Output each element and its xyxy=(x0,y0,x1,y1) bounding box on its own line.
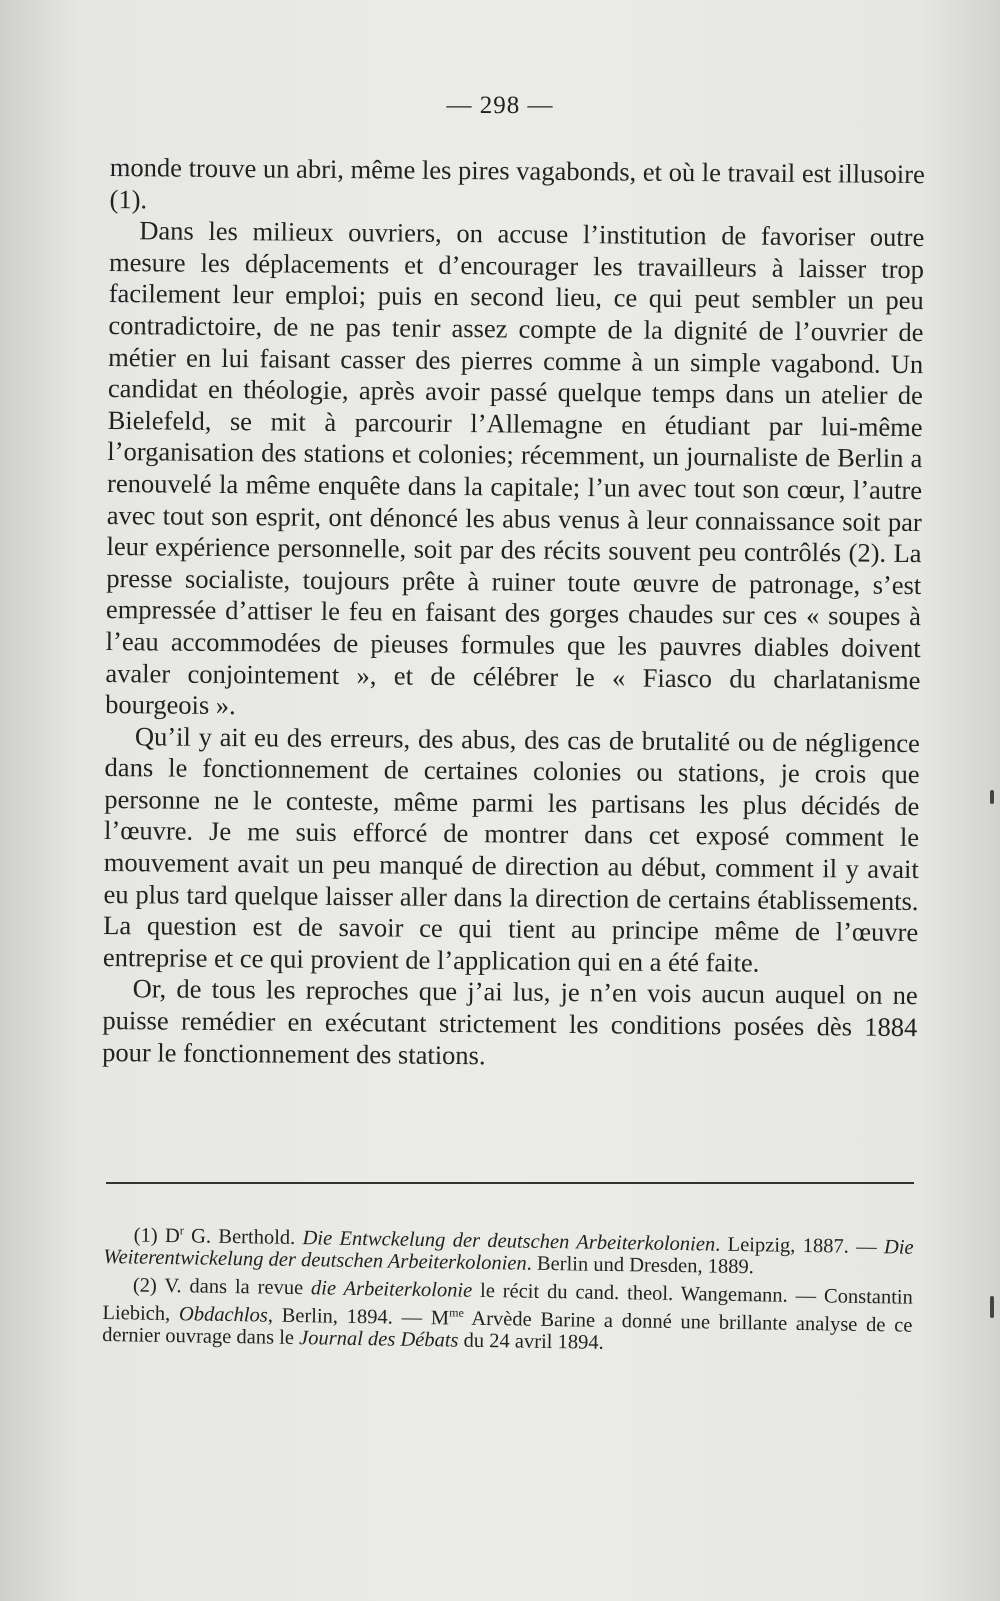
footnote-separator xyxy=(106,1182,914,1184)
footnote-2-mid-3: Arvède Barine a donné une brillante analyse de ce dernier ouvrage dans le xyxy=(101,1307,913,1350)
footnote-1-marker-sup: r xyxy=(179,1223,184,1238)
footnote-1-author: G. Berthold. xyxy=(183,1225,303,1250)
footnote-2-mid-1: le récit du cand. theol. Wangemann. — Constantin Liebich, xyxy=(102,1279,914,1326)
footnote-1-title-1: Die Entwckelung der deutschen Arbeiterkolonien xyxy=(302,1227,716,1256)
footnote-1-marker: (1) D xyxy=(133,1224,180,1248)
footnote-1-mid: . Leipzig, 1887. — xyxy=(715,1233,885,1259)
footnote-2-mid-2: , Berlin, 1894. — M xyxy=(267,1304,450,1330)
paragraph-4: Or, de tous les reproches que j’ai lus, je n’en vois aucun auquel on ne puisse remédier en exécutant strictement les conditions posées dès 1884 pour le fonctionnement des stations. xyxy=(102,973,918,1070)
footnote-2-sup: me xyxy=(449,1305,464,1320)
footnote-2 xyxy=(102,1274,913,1359)
paragraph-3: Qu’il y ait eu des erreurs, des abus, des cas de brutalité ou de négligence dans le fonctionnement de certaines colonies ou stations, je crois que personne ne le conteste, même parmi les partisans les plus décidés de l’œuvre. Je me suis efforcé de montrer dans cet exposé comment le mouvement avait un peu manqué de direction au début, comment il y avait eu plus tard quelque laisser aller dans la direction de certains établissements. La question est de savoir ce qui tient au principe même de l’œuvre entreprise et ce qui provient de l’application qui en a été faite. xyxy=(102,720,921,978)
footnote-1-title-2: Die Weiterentwickelung der deutschen Arbeiterkolonien xyxy=(103,1236,914,1275)
paragraph-1: monde trouve un abri, même les pires vagabonds, et où le travail est illusoire (1). xyxy=(109,152,925,214)
footnote-2-title-2: Obdachlos xyxy=(178,1303,268,1327)
footnotes xyxy=(102,1218,914,1365)
footnote-2-end: du 24 avril 1894. xyxy=(458,1329,604,1354)
page-number: — 298 — xyxy=(446,92,554,119)
scan-edge-mark xyxy=(990,1296,994,1318)
footnote-2-title-1: die Arbeiterkolonie xyxy=(310,1277,473,1302)
footnote-1 xyxy=(103,1218,914,1281)
body-text xyxy=(102,152,925,1075)
footnote-2-marker: (2) V. dans la revue xyxy=(132,1274,312,1300)
scan-edge-mark xyxy=(990,790,994,804)
footnote-1-end: . Berlin und Dresden, 1889. xyxy=(526,1252,755,1279)
footnote-2-title-3: Journal des Débats xyxy=(298,1327,459,1352)
paragraph-2: Dans les milieux ouvriers, on accuse l’institution de favoriser outre mesure les déplacements et d’encourager les travailleurs à laisser trop facilement leur emploi; puis en second lieu, ce qui peut sembler un peu contradictoire, de ne pas tenir assez compte de la dignité de l’ouvrier de métier en lui faisant casser des pierres comme à un simple vagabond. Un candidat en théologie, après avoir passé quelque temps dans un atelier de Bielefeld, se mit à parcourir l’Allemagne en étudiant par lui-même l’organisation des stations et colonies; récemment, un journaliste de Berlin a renouvelé la même enquête dans la capitale; l’un avec tout son cœur, l’autre avec tout son esprit, ont dénoncé les abus venus à leur connaissance soit par leur expérience personnelle, soit par des récits souvent peu contrôlés (2). La presse socialiste, toujours prête à ruiner toute œuvre de patronage, s’est empressée d’attiser le feu en faisant des gorges chaudes sur ces « soupes à l’eau accommodées de pieuses formules que les pauvres diables doivent avaler conjointement », et de célébrer le « Fiasco du charlatanisme bourgeois ». xyxy=(105,215,925,721)
